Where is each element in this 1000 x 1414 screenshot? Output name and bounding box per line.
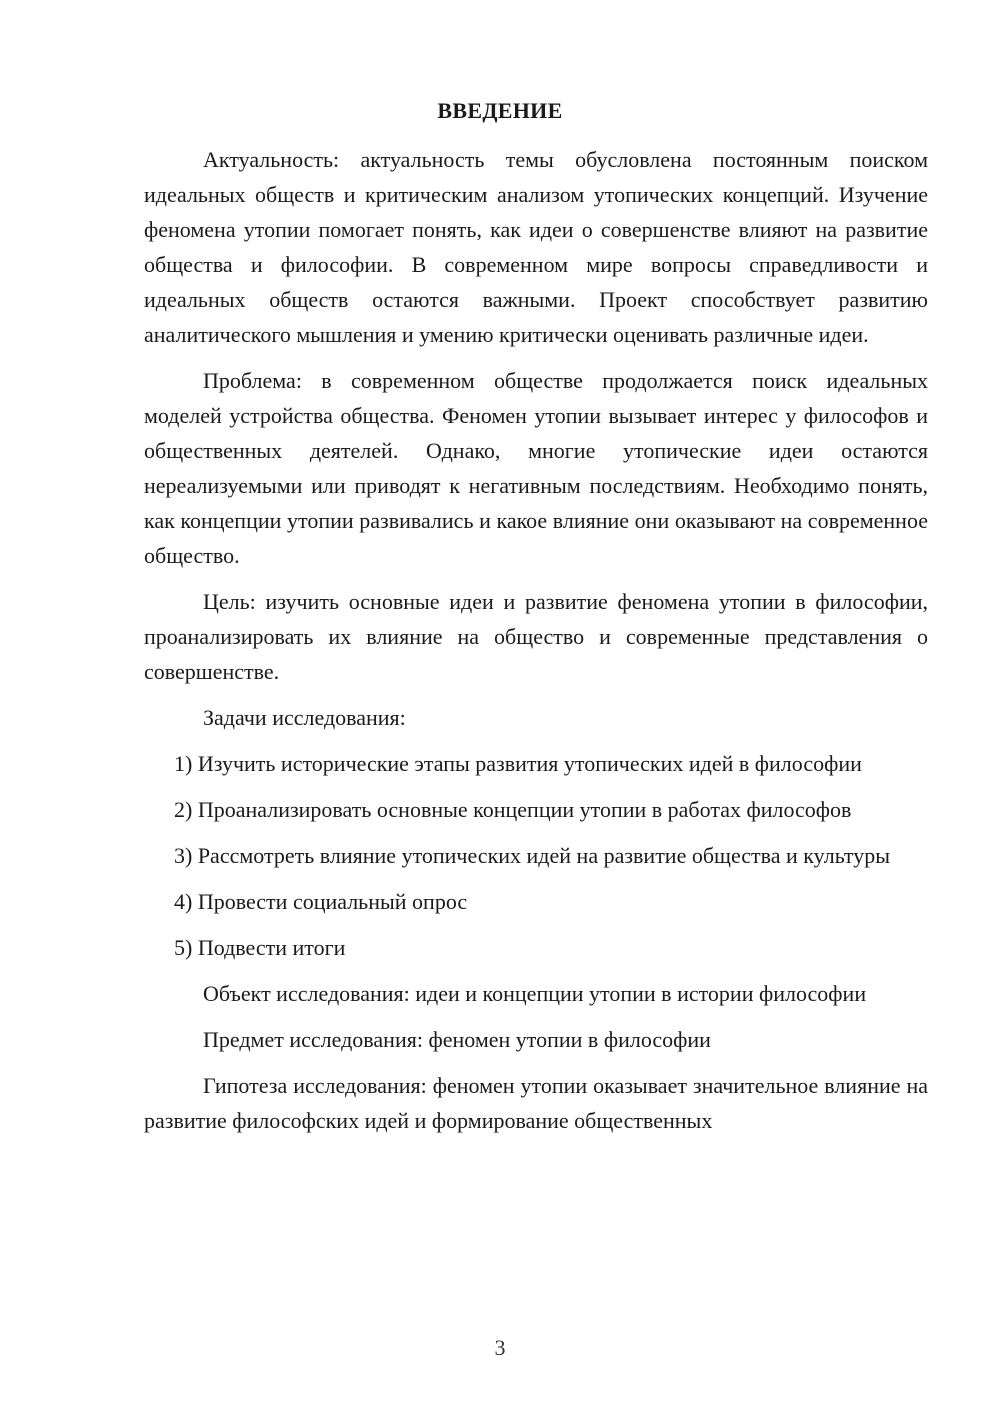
task-item: 2) Проанализировать основные концепции утопии в работах философов bbox=[174, 797, 852, 822]
body-text bbox=[144, 142, 928, 1149]
task-item: 5) Подвести итоги bbox=[174, 935, 346, 960]
tasks-heading: Задачи исследования: bbox=[203, 705, 406, 730]
page-title: ВВЕДЕНИЕ bbox=[437, 98, 563, 123]
task-item: 4) Провести социальный опрос bbox=[174, 889, 468, 914]
problem-paragraph: Проблема: в современном обществе продолжается поиск идеальных моделей устройства общества. Феномен утопии вызывает интерес у философов и общественных деятелей. Однако, многие утопические идеи остаются нереализуемыми или приводят к негативным последствиям. Необходимо понять, как концепции утопии развивались и какое влияние они оказывают на современное общество. bbox=[144, 368, 928, 568]
relevance-paragraph: Актуальность: актуальность темы обусловлена постоянным поиском идеальных обществ и критическим анализом утопических концепций. Изучение феномена утопии помогает понять, как идеи о совершенстве влияют на развитие общества и философии. В современном мире вопросы справедливости и идеальных обществ остаются важными. Проект способствует развитию аналитического мышления и умению критически оценивать различные идеи. bbox=[144, 147, 928, 347]
object-paragraph: Объект исследования: идеи и концепции утопии в истории философии bbox=[203, 981, 867, 1006]
hypothesis-paragraph: Гипотеза исследования: феномен утопии оказывает значительное влияние на развитие философских идей и формирование общественных bbox=[144, 1073, 928, 1133]
task-item: 1) Изучить исторические этапы развития утопических идей в философии bbox=[174, 751, 862, 776]
goal-paragraph: Цель: изучить основные идеи и развитие феномена утопии в философии, проанализировать их влияние на общество и современные представления о совершенстве. bbox=[144, 589, 928, 684]
page-number: 3 bbox=[494, 1335, 506, 1360]
task-item: 3) Рассмотреть влияние утопических идей на развитие общества и культуры bbox=[174, 843, 890, 868]
subject-paragraph: Предмет исследования: феномен утопии в философии bbox=[203, 1027, 711, 1052]
